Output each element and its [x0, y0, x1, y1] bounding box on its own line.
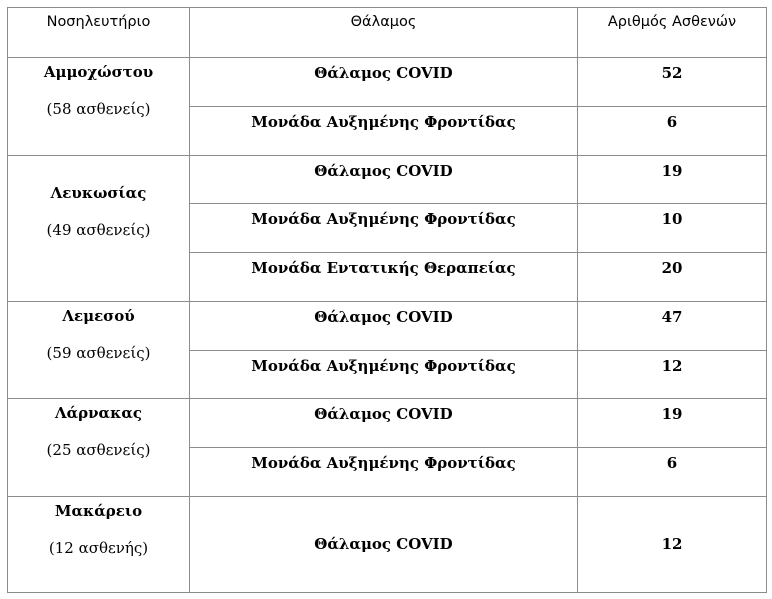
table-row	[8, 155, 767, 204]
hospital-cell	[8, 496, 190, 592]
hospital-total: (49 ασθενείς)	[46, 220, 151, 239]
ward-cell: Θάλαμος COVID	[190, 155, 578, 204]
patient-count-cell: 19	[578, 399, 767, 448]
header-hospital: Νοσηλευτήριο	[8, 8, 190, 58]
header-ward: Θάλαμος	[190, 8, 578, 58]
hospital-total: (59 ασθενείς)	[46, 343, 151, 362]
ward-cell: Μονάδα Αυξημένης Φροντίδας	[190, 448, 578, 497]
hospital-name: Λευκωσίας	[50, 183, 147, 202]
ward-cell: Θάλαμος COVID	[190, 301, 578, 350]
patient-count-cell: 6	[578, 106, 767, 155]
hospital-name: Λεμεσού	[62, 306, 135, 325]
hospital-cell	[8, 399, 190, 497]
hospital-total: (12 ασθενής)	[48, 538, 149, 557]
ward-cell: Μονάδα Εντατικής Θεραπείας	[190, 253, 578, 302]
ward-cell: Μονάδα Αυξημένης Φροντίδας	[190, 204, 578, 253]
table-row	[8, 496, 767, 592]
header-patients: Αριθμός Ασθενών	[578, 8, 767, 58]
ward-cell: Μονάδα Αυξημένης Φροντίδας	[190, 106, 578, 155]
hospital-cell	[8, 155, 190, 301]
ward-cell: Θάλαμος COVID	[190, 496, 578, 592]
patient-count-cell: 10	[578, 204, 767, 253]
hospital-cell	[8, 58, 190, 156]
patient-count-cell: 12	[578, 350, 767, 399]
patient-count-cell: 6	[578, 448, 767, 497]
hospital-name: Μακάρειο	[54, 501, 143, 520]
table-row	[8, 301, 767, 350]
hospital-patients-table	[7, 7, 767, 593]
hospital-cell	[8, 301, 190, 399]
ward-cell: Θάλαμος COVID	[190, 58, 578, 107]
header-row	[8, 8, 767, 58]
ward-cell: Θάλαμος COVID	[190, 399, 578, 448]
patient-count-cell: 52	[578, 58, 767, 107]
patient-count-cell: 47	[578, 301, 767, 350]
patient-count-cell: 20	[578, 253, 767, 302]
hospital-total: (58 ασθενείς)	[46, 100, 151, 118]
hospital-total: (25 ασθενείς)	[46, 441, 151, 460]
patient-count-cell: 19	[578, 155, 767, 204]
hospital-name: Αμμοχώστου	[43, 63, 154, 81]
table-row	[8, 399, 767, 448]
ward-cell: Μονάδα Αυξημένης Φροντίδας	[190, 350, 578, 399]
hospital-name: Λάρνακας	[54, 404, 143, 423]
table-row	[8, 58, 767, 107]
patient-count-cell: 12	[578, 496, 767, 592]
